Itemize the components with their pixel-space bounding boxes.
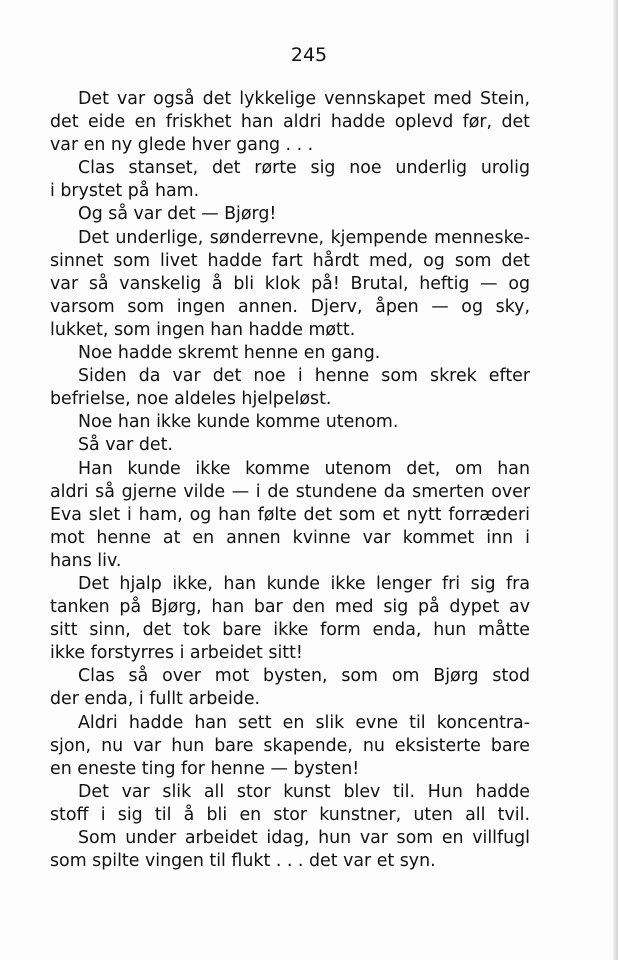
text-line: Så var det. [78,435,173,456]
text-line: Aldri hadde han sett en slik evne til koncentra- [78,712,530,733]
text-line: en eneste ting for henne — bysten! [50,758,360,779]
text-line: Og så var det — Bjørg! [78,204,277,225]
text-line: Noe hadde skremt henne en gang. [78,343,381,364]
text-line: Det underlige, sønderrevne, kjempende menneske- [78,227,530,248]
text-line: Som under arbeidet idag, hun var som en villfugl [78,828,530,848]
page-number: 245 [290,44,328,66]
page-edge [613,0,618,960]
text-line: det eide en friskhet han aldri hadde oplevd før, det [50,112,530,133]
text-line: var en ny glede hver gang . . . [50,135,314,156]
text-line: hans liv. [50,550,122,571]
text-line: stoff i sig til å bli en stor kunstner, uten all tvil. [50,804,530,825]
text-line: var så vanskelig å bli klok på! Brutal, heftig — og [50,273,530,294]
text-line: Clas så over mot bysten, som om Bjørg stod [78,666,530,687]
text-line: Han kunde ikke komme utenom det, om han [78,458,530,479]
text-line: lukket, som ingen han hadde møtt. [50,319,356,340]
text-line: sjon, nu var hun bare skapende, nu eksisterte bare [50,735,530,756]
text-line: mot henne at en annen kvinne var kommet inn i [50,527,530,548]
text-line: som spilte vingen til flukt . . . det var et syn. [50,851,436,872]
text-line: tanken på Bjørg, han bar den med sig på dypet av [50,597,530,618]
body-text [50,88,530,873]
text-line: sitt sinn, det tok bare ikke form enda, hun måtte [50,620,530,641]
text-line: aldri så gjerne vilde — i de stundene da smerten over [50,481,530,502]
text-line: Det var slik all stor kunst blev til. Hun hadde [78,781,530,802]
text-line: befrielse, noe aldeles hjelpeløst. [50,389,332,410]
text-line: Det var også det lykkelige vennskapet med Stein, [78,89,530,109]
text-line: sinnet som livet hadde fart hårdt med, og som det [50,250,530,271]
text-line: varsom som ingen annen. Djerv, åpen — og sky, [50,296,530,317]
text-line: der enda, i fullt arbeide. [50,689,261,710]
text-line: ikke forstyrres i arbeidet sitt! [50,643,303,664]
text-line: Clas stanset, det rørte sig noe underlig urolig [78,158,530,179]
text-line: Det hjalp ikke, han kunde ikke lenger fri sig fra [78,573,530,594]
text-line: Siden da var det noe i henne som skrek efter [78,366,530,387]
text-line: i brystet på ham. [50,181,200,202]
text-line: Eva slet i ham, og han følte det som et nytt forræderi [50,504,530,525]
text-line: Noe han ikke kunde komme utenom. [78,412,399,433]
